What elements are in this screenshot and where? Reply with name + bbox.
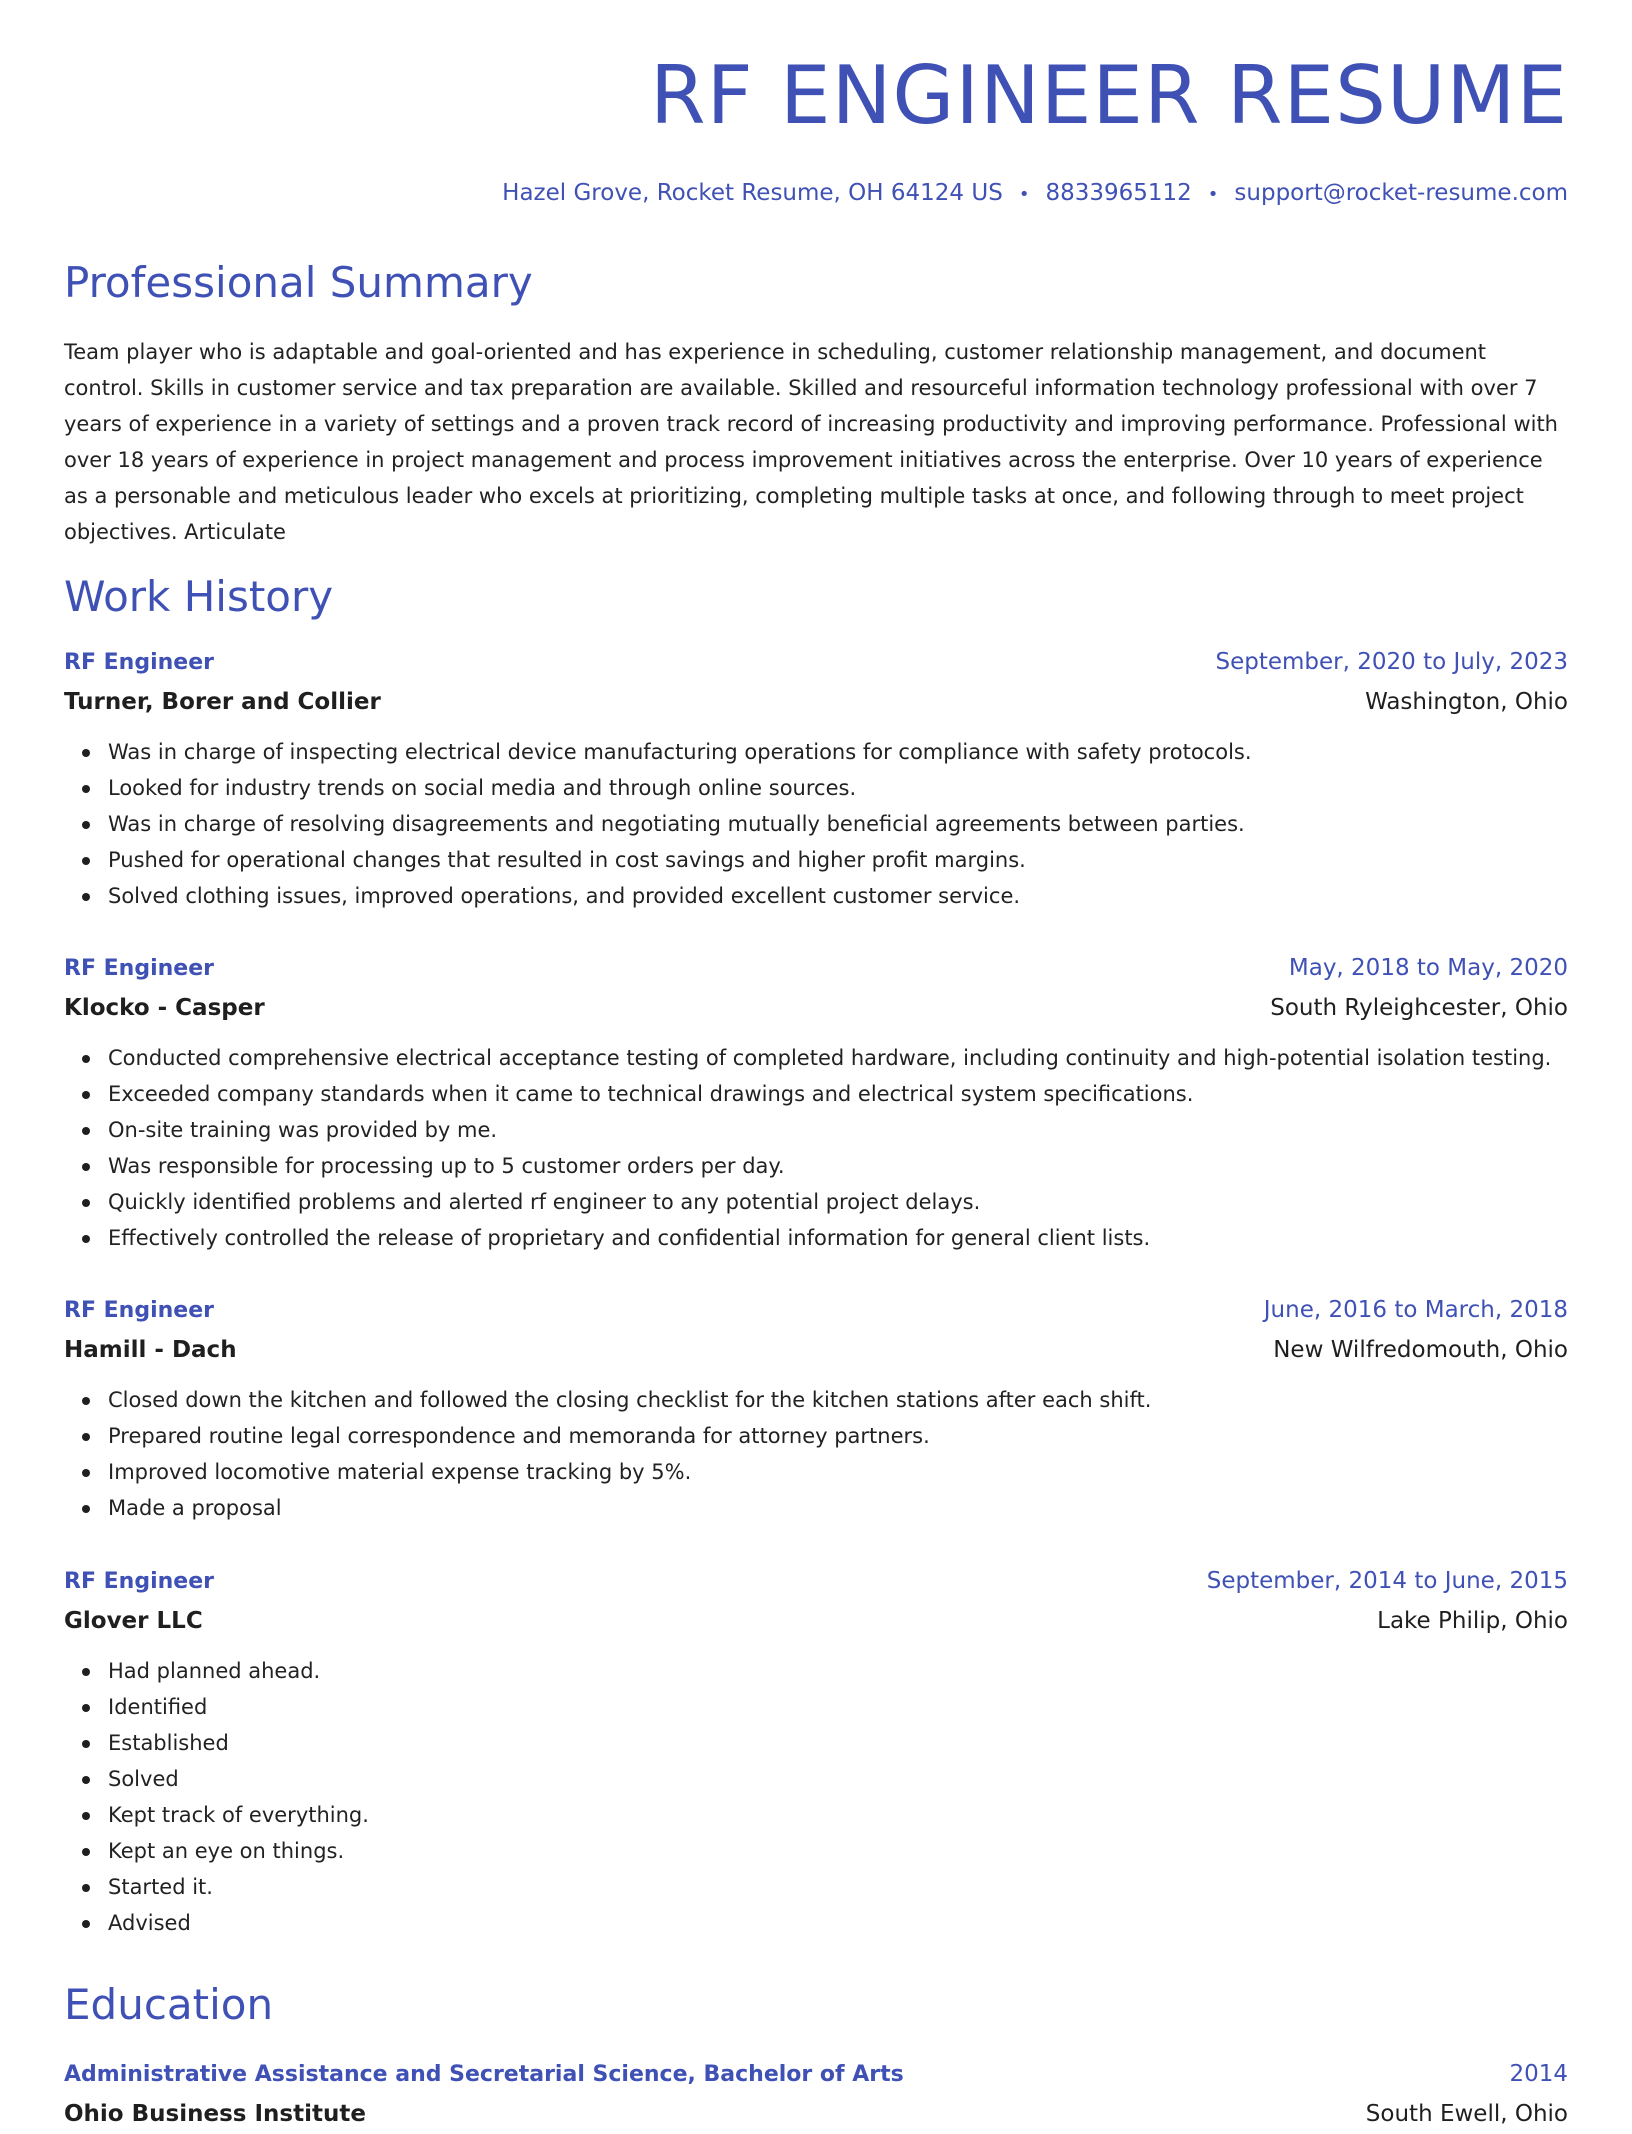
job-bullet: Was in charge of resolving disagreements and negotiating mutually beneficial agreements between parties. (108, 806, 1568, 842)
job-bullet: Kept track of everything. (108, 1797, 1568, 1833)
job-employer-row (64, 1330, 1568, 1370)
job-bullet: Improved locomotive material expense tracking by 5%. (108, 1454, 1568, 1490)
job-bullet: Identified (108, 1689, 1568, 1725)
education-school: Ohio Business Institute (64, 2101, 366, 2127)
job-bullet: Conducted comprehensive electrical acceptance testing of completed hardware, including continuity and high-potential isolation testing. (108, 1040, 1568, 1076)
job-title-row (64, 948, 1568, 988)
contact-phone: 8833965112 (1045, 180, 1192, 206)
job-bullet: Exceeded company standards when it came to technical drawings and electrical system specifications. (108, 1076, 1568, 1112)
job-employer-row (64, 988, 1568, 1028)
job-bullet: Was in charge of inspecting electrical device manufacturing operations for compliance with safety protocols. (108, 734, 1568, 770)
job-entry (64, 642, 1568, 914)
job-title: RF Engineer (64, 650, 214, 675)
job-dates: September, 2020 to July, 2023 (1215, 649, 1568, 675)
job-employer: Glover LLC (64, 1608, 203, 1634)
contact-separator: • (1207, 184, 1219, 205)
job-title-row (64, 642, 1568, 682)
job-bullet: Pushed for operational changes that resulted in cost savings and higher profit margins. (108, 842, 1568, 878)
education-school-row (64, 2094, 1568, 2134)
job-bullet: Quickly identified problems and alerted rf engineer to any potential project delays. (108, 1184, 1568, 1220)
job-title-row (64, 1561, 1568, 1601)
job-location: South Ryleighcester, Ohio (1270, 995, 1568, 1021)
contact-email[interactable]: support@rocket-resume.com (1234, 180, 1568, 206)
job-bullet: Closed down the kitchen and followed the closing checklist for the kitchen stations after each shift. (108, 1382, 1568, 1418)
job-bullets (64, 1653, 1568, 1941)
job-employer: Hamill - Dach (64, 1337, 237, 1363)
job-bullet: Was responsible for processing up to 5 customer orders per day. (108, 1148, 1568, 1184)
job-bullet: Had planned ahead. (108, 1653, 1568, 1689)
summary-text: Team player who is adaptable and goal-oriented and has experience in scheduling, customer relationship management, and document control. Skills in customer service and tax preparation are available. Skilled and resourceful information technology professional with over 7 years of experience in a variety of settings and a proven track record of increasing productivity and improving performance. Professional with over 18 years of experience in project management and process improvement initiatives across the enterprise. Over 10 years of experience as a personable and meticulous leader who excels at prioritizing, completing multiple tasks at once, and following through to meet project objectives. Articulate (64, 340, 1558, 544)
resume-title: RF ENGINEER RESUME (650, 49, 1568, 142)
job-location: New Wilfredomouth, Ohio (1273, 1337, 1568, 1363)
summary-heading: Professional Summary (64, 258, 533, 307)
job-title: RF Engineer (64, 1569, 214, 1594)
job-dates: September, 2014 to June, 2015 (1206, 1568, 1568, 1594)
job-employer-row (64, 1601, 1568, 1641)
education-degree-row (64, 2054, 1568, 2094)
job-bullet: Effectively controlled the release of proprietary and confidential information for general client lists. (108, 1220, 1568, 1256)
job-dates: June, 2016 to March, 2018 (1263, 1297, 1568, 1323)
job-bullets (64, 1382, 1568, 1526)
job-entry (64, 1290, 1568, 1526)
job-bullet: Established (108, 1725, 1568, 1761)
education-year: 2014 (1509, 2061, 1568, 2087)
job-bullet: Solved clothing issues, improved operations, and provided excellent customer service. (108, 878, 1568, 914)
job-bullet: Made a proposal (108, 1490, 1568, 1526)
contact-address: Hazel Grove, Rocket Resume, OH 64124 US (502, 180, 1003, 206)
job-title-row (64, 1290, 1568, 1330)
job-employer-row (64, 682, 1568, 722)
job-bullet: Started it. (108, 1869, 1568, 1905)
job-bullet: Kept an eye on things. (108, 1833, 1568, 1869)
job-entry (64, 1561, 1568, 1941)
education-location: South Ewell, Ohio (1365, 2101, 1568, 2127)
job-bullet: Solved (108, 1761, 1568, 1797)
job-bullet: Prepared routine legal correspondence and memoranda for attorney partners. (108, 1418, 1568, 1454)
education-degree: Administrative Assistance and Secretarial Science, Bachelor of Arts (64, 2062, 904, 2087)
education-heading: Education (64, 1980, 274, 2029)
job-employer: Klocko - Casper (64, 995, 265, 1021)
job-bullet: On-site training was provided by me. (108, 1112, 1568, 1148)
education-entry (64, 2054, 1568, 2134)
contact-line (502, 180, 1568, 206)
job-location: Lake Philip, Ohio (1377, 1608, 1568, 1634)
contact-separator: • (1018, 184, 1030, 205)
job-location: Washington, Ohio (1365, 689, 1568, 715)
job-entry (64, 948, 1568, 1256)
job-title: RF Engineer (64, 1298, 214, 1323)
job-bullets (64, 1040, 1568, 1256)
job-employer: Turner, Borer and Collier (64, 689, 381, 715)
job-dates: May, 2018 to May, 2020 (1288, 955, 1568, 981)
job-bullet: Looked for industry trends on social media and through online sources. (108, 770, 1568, 806)
job-bullet: Advised (108, 1905, 1568, 1941)
work-history-heading: Work History (64, 572, 334, 621)
job-bullets (64, 734, 1568, 914)
job-title: RF Engineer (64, 956, 214, 981)
